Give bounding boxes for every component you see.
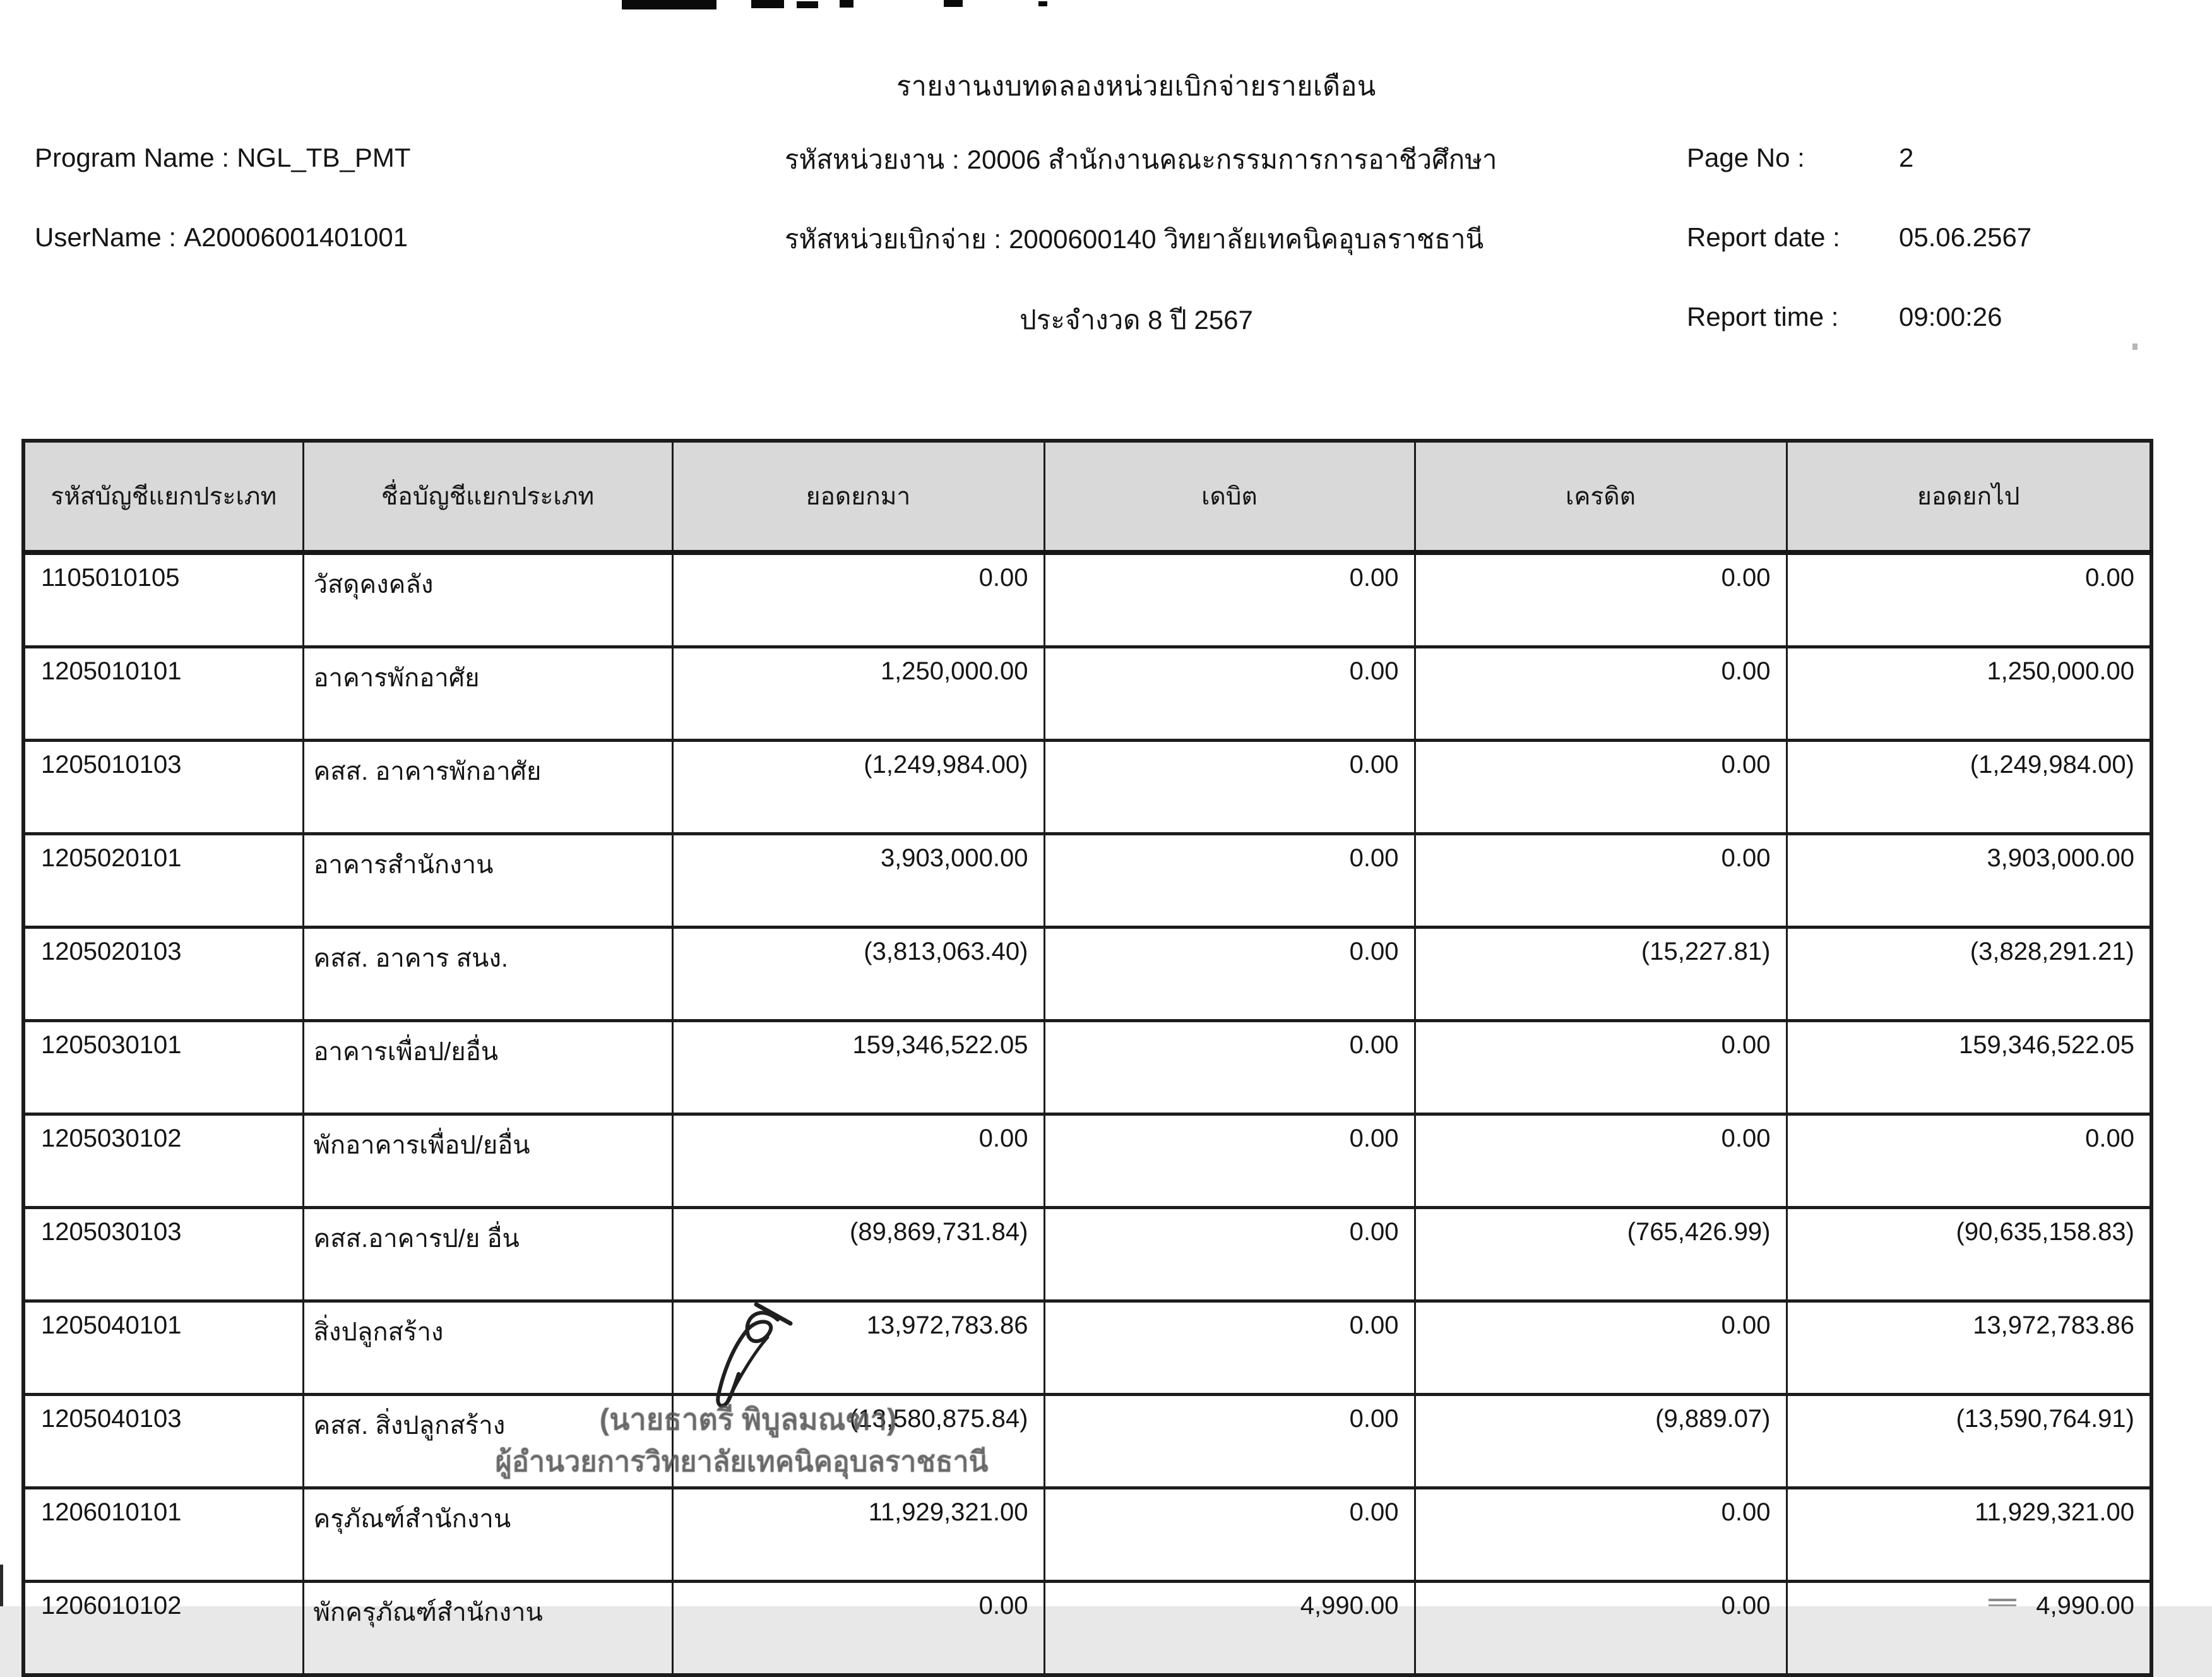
- report-title: รายงานงบทดลองหน่วยเบิกจ่ายรายเดือน: [896, 71, 1376, 102]
- cell-account-code: 1205030101: [23, 1021, 303, 1114]
- cell-beginning-balance: 13,972,783.86: [672, 1301, 1044, 1395]
- username-value: A20006001401001: [184, 222, 408, 252]
- table-row: [23, 1582, 2151, 1676]
- cell-ending-balance: (3,828,291.21): [1787, 928, 2151, 1021]
- cell-debit: 0.00: [1044, 1301, 1415, 1395]
- cell-account-code: 1205030103: [23, 1208, 303, 1301]
- cell-ending-balance: (90,635,158.83): [1787, 1208, 2151, 1301]
- cell-ending-balance: 0.00: [1787, 1114, 2151, 1208]
- cell-account-name: อาคารพักอาศัย: [303, 647, 672, 741]
- cell-account-code: 1205040103: [23, 1395, 303, 1488]
- cell-debit: 0.00: [1044, 928, 1415, 1021]
- cell-beginning-balance: (1,249,984.00): [672, 741, 1044, 834]
- cell-ending-balance: 13,972,783.86: [1787, 1301, 2151, 1395]
- cell-account-name: คสส. สิ่งปลูกสร้าง: [303, 1395, 672, 1488]
- table-row: [23, 1488, 2151, 1582]
- cell-account-code: 1206010101: [23, 1488, 303, 1582]
- cell-account-name: คสส.อาคารป/ย อื่น: [303, 1208, 672, 1301]
- cell-credit: (765,426.99): [1415, 1208, 1787, 1301]
- cell-debit: 4,990.00: [1044, 1582, 1415, 1676]
- cell-account-name: วัสดุคงคลัง: [303, 552, 672, 647]
- agency-code-line: [785, 139, 1497, 181]
- cell-account-code: 1205010101: [23, 647, 303, 741]
- cell-credit: 0.00: [1415, 1021, 1787, 1114]
- cell-credit: 0.00: [1415, 1488, 1787, 1582]
- trial-balance-table-wrap: [21, 439, 2153, 1677]
- cell-beginning-balance: 3,903,000.00: [672, 834, 1044, 928]
- column-header-debit: เดบิต: [1044, 441, 1415, 552]
- page-no-label: Page No :: [1687, 143, 1805, 172]
- cell-ending-balance: 0.00: [1787, 552, 2151, 647]
- cell-credit: 0.00: [1415, 647, 1787, 741]
- bottom-right-scan-artifact: [1989, 1604, 2016, 1606]
- username-line: [35, 222, 408, 253]
- program-name-label: Program Name :: [35, 143, 230, 172]
- cell-account-code: 1205040101: [23, 1301, 303, 1395]
- column-header-credit: เครดิต: [1415, 441, 1787, 552]
- column-header-ending-balance: ยอดยกไป: [1787, 441, 2151, 552]
- cell-debit: 0.00: [1044, 552, 1415, 647]
- cell-debit: 0.00: [1044, 1114, 1415, 1208]
- signature-name: (นายธาตรี พิบูลมณฑา): [599, 1402, 897, 1436]
- scan-artifact: [944, 0, 963, 7]
- cell-account-name: สิ่งปลูกสร้าง: [303, 1301, 672, 1395]
- cell-account-name: อาคารเพื่อป/ยอื่น: [303, 1021, 672, 1114]
- cell-ending-balance: 4,990.00: [1787, 1582, 2151, 1676]
- cell-debit: 0.00: [1044, 1395, 1415, 1488]
- table-row: [23, 834, 2151, 928]
- cell-account-name: พักครุภัณฑ์สำนักงาน: [303, 1582, 672, 1676]
- cell-account-code: 1205030102: [23, 1114, 303, 1208]
- program-name-value: NGL_TB_PMT: [237, 143, 411, 172]
- table-header-row: [23, 441, 2151, 552]
- cell-credit: 0.00: [1415, 741, 1787, 834]
- cell-credit: (9,889.07): [1415, 1395, 1787, 1488]
- scan-artifact: [622, 0, 717, 9]
- cell-beginning-balance: (89,869,731.84): [672, 1208, 1044, 1301]
- cell-ending-balance: 1,250,000.00: [1787, 647, 2151, 741]
- cell-credit: 0.00: [1415, 1301, 1787, 1395]
- cell-debit: 0.00: [1044, 647, 1415, 741]
- cell-credit: 0.00: [1415, 834, 1787, 928]
- scan-artifact: [1038, 1, 1047, 6]
- agency-code-value: 20006 สำนักงานคณะกรรมการการอาชีวศึกษา: [966, 145, 1497, 174]
- column-header-beginning-balance: ยอดยกมา: [672, 441, 1044, 552]
- cell-debit: 0.00: [1044, 1208, 1415, 1301]
- cell-beginning-balance: 159,346,522.05: [672, 1021, 1044, 1114]
- cell-account-name: พักอาคารเพื่อป/ยอื่น: [303, 1114, 672, 1208]
- cell-account-name: ครุภัณฑ์สำนักงาน: [303, 1488, 672, 1582]
- signature-title: ผู้อำนวยการวิทยาลัยเทคนิคอุบลราชธานี: [495, 1445, 989, 1477]
- cell-account-code: 1105010105: [23, 552, 303, 647]
- username-label: UserName :: [35, 222, 177, 252]
- report-date-label: Report date :: [1687, 222, 1840, 252]
- scan-artifact: [751, 0, 784, 8]
- cell-ending-balance: 159,346,522.05: [1787, 1021, 2151, 1114]
- cell-ending-balance: 11,929,321.00: [1787, 1488, 2151, 1582]
- report-date-value: 05.06.2567: [1899, 222, 2032, 252]
- disbursement-unit-label: รหัสหน่วยเบิกจ่าย :: [785, 224, 1002, 254]
- left-edge-scan-artifact: [0, 1565, 3, 1606]
- cell-debit: 0.00: [1044, 834, 1415, 928]
- cell-ending-balance: 3,903,000.00: [1787, 834, 2151, 928]
- column-header-account-name: ชื่อบัญชีแยกประเภท: [303, 441, 672, 552]
- cell-account-name: คสส. อาคาร สนง.: [303, 928, 672, 1021]
- cell-ending-balance: (13,590,764.91): [1787, 1395, 2151, 1488]
- cell-account-code: 1205020101: [23, 834, 303, 928]
- program-name-line: [35, 143, 411, 173]
- agency-code-label: รหัสหน่วยงาน :: [785, 145, 960, 174]
- report-time-value: 09:00:26: [1899, 302, 2002, 331]
- cell-account-code: 1206010102: [23, 1582, 303, 1676]
- scan-artifact: [840, 0, 853, 8]
- cell-debit: 0.00: [1044, 1488, 1415, 1582]
- cell-debit: 0.00: [1044, 741, 1415, 834]
- scan-artifact: [797, 1, 818, 8]
- trial-balance-table: [21, 439, 2153, 1677]
- bottom-right-scan-artifact: [1989, 1599, 2016, 1601]
- table-row: [23, 928, 2151, 1021]
- cell-beginning-balance: 11,929,321.00: [672, 1488, 1044, 1582]
- cell-credit: 0.00: [1415, 1114, 1787, 1208]
- period-line: ประจำงวด 8 ปี 2567: [1020, 305, 1253, 335]
- cell-account-code: 1205010103: [23, 741, 303, 834]
- report-time-label: Report time :: [1687, 302, 1839, 331]
- table-row: [23, 552, 2151, 647]
- column-header-account-code: รหัสบัญชีแยกประเภท: [23, 441, 303, 552]
- cell-credit: (15,227.81): [1415, 928, 1787, 1021]
- table-row: [23, 1021, 2151, 1114]
- table-body: [23, 552, 2151, 1675]
- cell-beginning-balance: 0.00: [672, 1582, 1044, 1676]
- cell-beginning-balance: 0.00: [672, 1114, 1044, 1208]
- table-row: [23, 647, 2151, 741]
- cell-credit: 0.00: [1415, 552, 1787, 647]
- table-row: [23, 1114, 2151, 1208]
- cell-beginning-balance: (3,813,063.40): [672, 928, 1044, 1021]
- disbursement-unit-value: 2000600140 วิทยาลัยเทคนิคอุบลราชธานี: [1009, 224, 1484, 254]
- cell-debit: 0.00: [1044, 1021, 1415, 1114]
- cell-beginning-balance: 1,250,000.00: [672, 647, 1044, 741]
- table-row: [23, 1208, 2151, 1301]
- disbursement-unit-line: [785, 218, 1484, 260]
- cell-account-name: คสส. อาคารพักอาศัย: [303, 741, 672, 834]
- cell-ending-balance: (1,249,984.00): [1787, 741, 2151, 834]
- table-row: [23, 1395, 2151, 1488]
- table-row: [23, 741, 2151, 834]
- cell-beginning-balance: 0.00: [672, 552, 1044, 647]
- cell-beginning-balance: (13,580,875.84): [672, 1395, 1044, 1488]
- cell-account-code: 1205020103: [23, 928, 303, 1021]
- cell-credit: 0.00: [1415, 1582, 1787, 1676]
- speck-scan-artifact: [2132, 343, 2138, 350]
- cell-account-name: อาคารสำนักงาน: [303, 834, 672, 928]
- table-row: [23, 1301, 2151, 1395]
- page-no-value: 2: [1899, 143, 1914, 172]
